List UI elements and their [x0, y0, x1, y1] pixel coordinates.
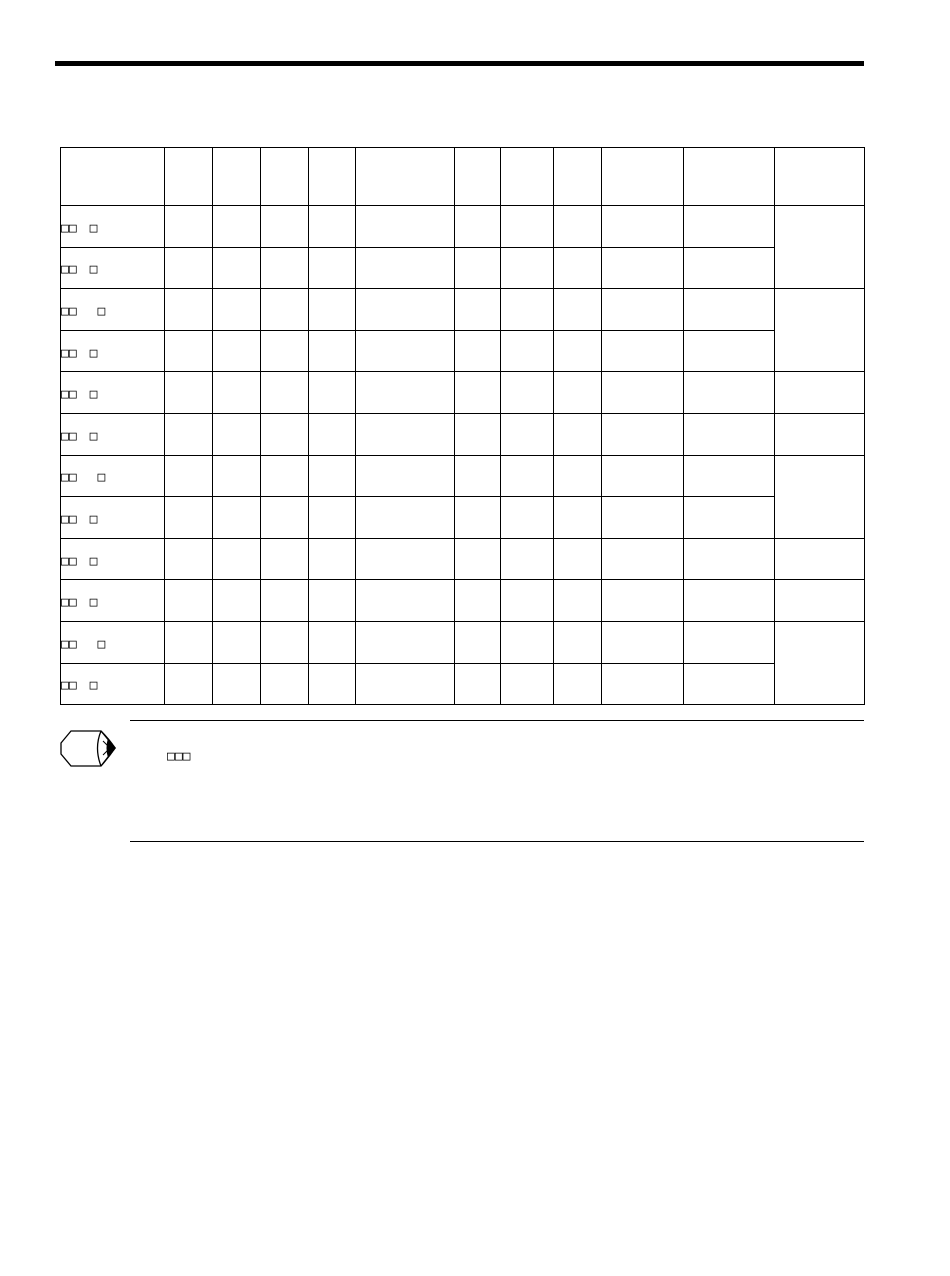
table-cell — [261, 497, 309, 539]
table-cell — [554, 330, 602, 372]
table-cell — [213, 289, 261, 331]
table-cell — [455, 413, 501, 455]
table-row — [61, 289, 865, 331]
table-cell — [501, 580, 554, 622]
table-cell — [602, 580, 684, 622]
table-cell — [455, 289, 501, 331]
table-cell — [356, 330, 455, 372]
row-label: □□ □ — [61, 330, 165, 372]
table-row — [61, 330, 865, 372]
table-cell — [213, 538, 261, 580]
header-rule — [55, 61, 864, 66]
table-cell — [455, 206, 501, 248]
row-label: □□ □ — [61, 247, 165, 289]
row-label: □□ □ — [61, 413, 165, 455]
table-cell — [602, 247, 684, 289]
table-cell — [684, 372, 775, 414]
table-cell — [684, 289, 775, 331]
table-cell — [165, 538, 213, 580]
table-cell — [356, 206, 455, 248]
row-label: □□ □ — [61, 455, 165, 497]
table-cell — [775, 538, 865, 580]
table-cell — [356, 289, 455, 331]
table-cell — [501, 289, 554, 331]
header-cell — [554, 148, 602, 206]
table-cell — [356, 538, 455, 580]
table-cell — [356, 372, 455, 414]
table-cell — [165, 663, 213, 705]
table-cell — [309, 497, 356, 539]
table-cell — [684, 330, 775, 372]
table-cell — [455, 580, 501, 622]
table-cell — [554, 663, 602, 705]
table-row — [61, 413, 865, 455]
table-cell — [213, 455, 261, 497]
table-cell — [602, 413, 684, 455]
table-cell — [309, 289, 356, 331]
table-cell — [455, 372, 501, 414]
table-cell — [165, 455, 213, 497]
table-cell — [213, 663, 261, 705]
table-cell — [501, 206, 554, 248]
note-bottom-rule — [130, 841, 864, 842]
table-cell — [775, 413, 865, 455]
table-cell — [684, 247, 775, 289]
table-cell — [165, 621, 213, 663]
table-cell — [261, 663, 309, 705]
table-cell — [165, 372, 213, 414]
table-cell — [455, 663, 501, 705]
note-text: □□□ — [167, 749, 191, 764]
pencil-icon — [60, 730, 126, 768]
table-cell — [261, 538, 309, 580]
table-cell — [309, 455, 356, 497]
table-cell — [213, 580, 261, 622]
table-cell — [602, 372, 684, 414]
table-cell — [501, 247, 554, 289]
table-cell — [684, 580, 775, 622]
table-cell — [602, 621, 684, 663]
table-cell — [309, 372, 356, 414]
row-label: □□ □ — [61, 580, 165, 622]
table-cell — [309, 538, 356, 580]
table-cell — [775, 206, 865, 289]
table-cell — [165, 497, 213, 539]
table-cell — [165, 206, 213, 248]
table-cell — [684, 455, 775, 497]
header-cell — [501, 148, 554, 206]
table-cell — [602, 538, 684, 580]
table-cell — [165, 413, 213, 455]
header-cell — [165, 148, 213, 206]
table-cell — [356, 580, 455, 622]
table-cell — [356, 455, 455, 497]
table-cell — [554, 372, 602, 414]
table-cell — [554, 538, 602, 580]
table-cell — [554, 247, 602, 289]
table-cell — [165, 289, 213, 331]
header-cell — [309, 148, 356, 206]
row-label: □□ □ — [61, 663, 165, 705]
note-top-rule — [130, 720, 864, 721]
header-cell — [261, 148, 309, 206]
table-cell — [213, 621, 261, 663]
table-cell — [165, 330, 213, 372]
table-cell — [501, 538, 554, 580]
header-cell — [455, 148, 501, 206]
table-cell — [261, 413, 309, 455]
table-cell — [261, 372, 309, 414]
table-cell — [501, 413, 554, 455]
table-cell — [602, 663, 684, 705]
table-cell — [455, 621, 501, 663]
table-row — [61, 538, 865, 580]
table-row — [61, 580, 865, 622]
table-cell — [309, 206, 356, 248]
table-cell — [261, 455, 309, 497]
table-cell — [309, 621, 356, 663]
table-cell — [501, 621, 554, 663]
table-row — [61, 663, 865, 705]
table-cell — [356, 497, 455, 539]
table-cell — [213, 206, 261, 248]
table-cell — [684, 621, 775, 663]
row-label: □□ □ — [61, 538, 165, 580]
table-cell — [501, 663, 554, 705]
table-cell — [684, 206, 775, 248]
table-cell — [501, 455, 554, 497]
spec-table — [60, 147, 865, 705]
table-cell — [213, 247, 261, 289]
table-cell — [261, 289, 309, 331]
table-cell — [356, 247, 455, 289]
table-cell — [501, 330, 554, 372]
table-cell — [356, 413, 455, 455]
table-cell — [309, 663, 356, 705]
header-cell — [61, 148, 165, 206]
table-cell — [501, 372, 554, 414]
table-cell — [309, 330, 356, 372]
table-row — [61, 497, 865, 539]
table-cell — [684, 413, 775, 455]
table-cell — [554, 289, 602, 331]
table-cell — [213, 330, 261, 372]
table-cell — [602, 330, 684, 372]
table-cell — [501, 497, 554, 539]
table-cell — [455, 497, 501, 539]
header-cell — [213, 148, 261, 206]
table-cell — [602, 289, 684, 331]
row-label: □□ □ — [61, 372, 165, 414]
table-cell — [602, 206, 684, 248]
table-cell — [165, 247, 213, 289]
table-cell — [602, 455, 684, 497]
table-cell — [455, 455, 501, 497]
table-cell — [602, 497, 684, 539]
table-cell — [213, 497, 261, 539]
table-cell — [261, 621, 309, 663]
table-cell — [356, 663, 455, 705]
table-cell — [165, 580, 213, 622]
table-cell — [309, 247, 356, 289]
table-cell — [261, 580, 309, 622]
header-cell — [356, 148, 455, 206]
table-cell — [261, 330, 309, 372]
table-cell — [775, 621, 865, 704]
table-cell — [455, 538, 501, 580]
table-cell — [684, 497, 775, 539]
table-cell — [775, 289, 865, 372]
table-header-row — [61, 148, 865, 206]
table-cell — [455, 247, 501, 289]
table-cell — [684, 663, 775, 705]
table-cell — [356, 621, 455, 663]
table-cell — [775, 372, 865, 414]
row-label: □□ □ — [61, 497, 165, 539]
table-cell — [261, 247, 309, 289]
table-cell — [554, 413, 602, 455]
row-label: □□ □ — [61, 206, 165, 248]
table-cell — [554, 206, 602, 248]
table-cell — [554, 621, 602, 663]
table-cell — [455, 330, 501, 372]
table-cell — [554, 497, 602, 539]
header-cell — [684, 148, 775, 206]
header-cell — [775, 148, 865, 206]
table-cell — [309, 580, 356, 622]
table-row — [61, 372, 865, 414]
table-row — [61, 206, 865, 248]
row-label: □□ □ — [61, 289, 165, 331]
table-cell — [554, 580, 602, 622]
header-cell — [602, 148, 684, 206]
table-cell — [261, 206, 309, 248]
table-row — [61, 455, 865, 497]
table-row — [61, 247, 865, 289]
table-cell — [775, 455, 865, 538]
table-cell — [309, 413, 356, 455]
table-cell — [213, 413, 261, 455]
table-cell — [213, 372, 261, 414]
table-cell — [554, 455, 602, 497]
table-row — [61, 621, 865, 663]
table-cell — [775, 580, 865, 622]
table-cell — [684, 538, 775, 580]
row-label: □□ □ — [61, 621, 165, 663]
